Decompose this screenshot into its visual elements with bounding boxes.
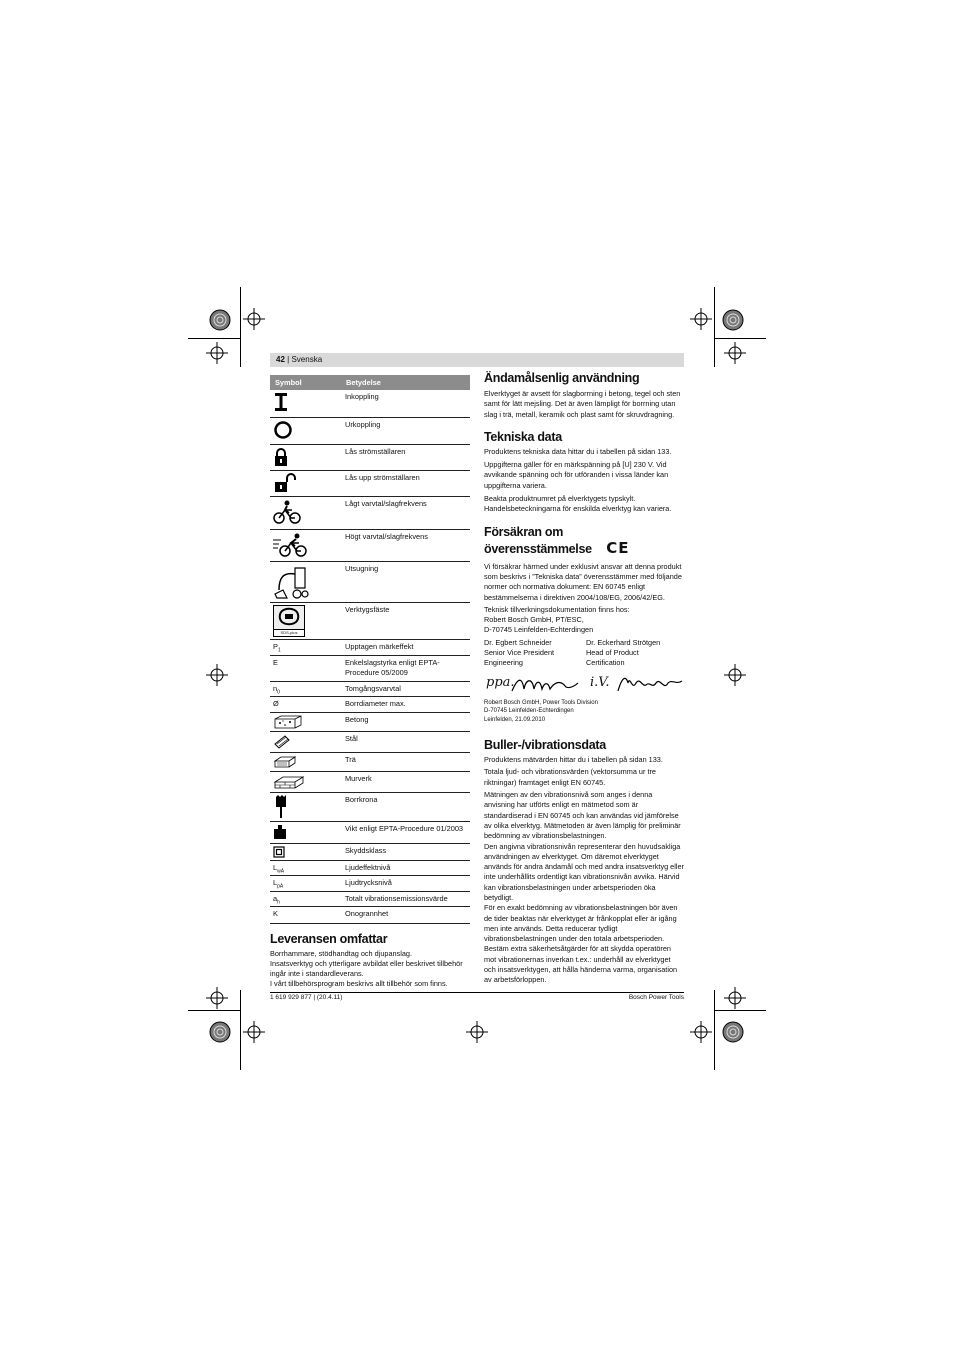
crop-mark bbox=[188, 1010, 240, 1011]
footer-brand: Bosch Power Tools bbox=[628, 994, 684, 1001]
sds-plus-icon bbox=[273, 605, 305, 637]
symbol-meaning: Upptagen märkeffekt bbox=[341, 639, 470, 655]
table-row bbox=[270, 529, 470, 561]
signature-icon bbox=[510, 675, 580, 697]
delivery-heading: Leveransen omfattar bbox=[270, 931, 388, 946]
signature-prefix: ppa. bbox=[486, 674, 515, 690]
symbol-text: Ø bbox=[273, 698, 279, 708]
footer-code: 1 619 929 877 | (20.4.11) bbox=[270, 994, 343, 1001]
symbol-column-header: Symbol bbox=[270, 375, 341, 390]
symbol-meaning: Lås strömställaren bbox=[341, 444, 470, 470]
header-language: Svenska bbox=[291, 355, 323, 364]
signer-department: Certification bbox=[586, 658, 625, 668]
ce-mark: CE bbox=[606, 538, 630, 557]
tech-data-text: Beakta produktnumret på elverktygets typskylt. Handelsbeteckningarna för enskilda elverktyg kan variera. bbox=[484, 494, 672, 514]
crop-mark bbox=[240, 990, 241, 1070]
registration-crosshair-icon bbox=[206, 664, 228, 686]
symbol-meaning: Borrdiameter max. bbox=[341, 696, 470, 712]
table-row bbox=[270, 731, 470, 752]
symbol-meaning: Ljudtrycksnivå bbox=[341, 875, 470, 891]
symbol-subscript: h bbox=[277, 898, 280, 905]
table-row bbox=[270, 906, 470, 923]
intended-use-heading: Ändamålsenlig användning bbox=[484, 371, 640, 385]
signer-name: Dr. Eckerhard Strötgen bbox=[586, 637, 661, 647]
signer-title: Head of Product bbox=[586, 648, 639, 658]
symbol-meaning: Ljudeffektnivå bbox=[341, 860, 470, 875]
noise-text: För en exakt bedömning av vibrationsbelastningen bör även de tider beaktas när elverktyget är frånkopplat eller är igång men inte används. Detta reducerar tydligt vibrationsbelastningen under den totala arbetsperioden. bbox=[484, 903, 678, 944]
noise-text: Den angivna vibrationsnivån representerar den huvudsakliga användningen av elverktyget. Om däremot elverktyget används för andra ändamål och med andra insatsverktyg eller inte underhållits ordentligt kan vibrationsnivån avvika. Härvid kan vibrationsbelastningen under arbetsperioden öka betydligt. bbox=[484, 841, 684, 902]
symbol-text: E bbox=[273, 657, 278, 667]
conformity-text: Robert Bosch GmbH, PT/ESC, bbox=[484, 615, 584, 625]
symbol-table bbox=[270, 375, 470, 924]
table-row bbox=[270, 771, 470, 792]
table-row bbox=[270, 891, 470, 906]
table-row bbox=[270, 860, 470, 875]
registration-crosshair-icon bbox=[724, 342, 746, 364]
table-row bbox=[270, 444, 470, 470]
table-row bbox=[270, 792, 470, 821]
symbol-subscript: wA bbox=[277, 867, 285, 874]
table-row bbox=[270, 681, 470, 696]
symbol-meaning: Tomgångsvarvtal bbox=[341, 681, 470, 696]
protection-class-icon bbox=[273, 846, 285, 858]
on-icon bbox=[273, 392, 289, 412]
wood-icon bbox=[273, 755, 297, 769]
crop-mark bbox=[714, 287, 715, 367]
page-number: 42 bbox=[276, 355, 285, 364]
conformity-heading-line1: Försäkran om bbox=[484, 524, 564, 539]
off-icon bbox=[273, 420, 293, 440]
crop-mark bbox=[714, 1010, 766, 1011]
symbol-subscript: pA bbox=[277, 882, 284, 889]
concrete-icon bbox=[273, 715, 303, 729]
unlock-icon bbox=[273, 473, 297, 493]
conformity-text: Teknisk tillverkningsdokumentation finns hos: bbox=[484, 604, 630, 614]
symbol-meaning: Enkelslagstyrka enligt EPTA-Procedure 05/2009 bbox=[341, 655, 470, 681]
crop-mark bbox=[714, 990, 715, 1070]
table-row bbox=[270, 712, 470, 731]
symbol-meaning: Lås upp strömställaren bbox=[341, 470, 470, 496]
symbol-meaning: Inkoppling bbox=[341, 390, 470, 417]
signer-department: Engineering bbox=[484, 658, 523, 668]
symbol-meaning: Betong bbox=[341, 712, 470, 731]
delivery-text: Borrhammare, stödhandtag och djupanslag. bbox=[270, 948, 412, 958]
noise-text: Totala ljud- och vibrationsvärden (vektorsumma ur tre riktningar) framtaget enligt EN 60745. bbox=[484, 767, 656, 787]
symbol-meaning: Murverk bbox=[341, 771, 470, 792]
signature-prefix: i.V. bbox=[590, 674, 610, 690]
noise-heading: Buller-/vibrationsdata bbox=[484, 738, 606, 753]
delivery-text: Insatsverktyg och ytterligare avbildat eller beskrivet tillbehör ingår inte i standardleverans. bbox=[270, 958, 463, 979]
crop-mark bbox=[188, 338, 240, 339]
symbol-meaning: Trä bbox=[341, 752, 470, 771]
header-separator: | bbox=[287, 355, 290, 364]
intended-use-text: Elverktyget är avsett för slagborrning i betong, tegel och sten samt för lätt mejsling. Det är även lämpligt för borrning utan slag i trä, metall, keramik och plast samt för skruvdragning. bbox=[484, 389, 681, 419]
table-row bbox=[270, 602, 470, 639]
registration-crosshair-icon bbox=[690, 308, 712, 330]
address-line: Robert Bosch GmbH, Power Tools Division bbox=[484, 699, 598, 706]
symbol-text: P bbox=[273, 641, 278, 651]
right-column bbox=[484, 371, 684, 986]
slow-bicycle-icon bbox=[273, 499, 301, 525]
registration-target-icon bbox=[208, 308, 232, 332]
symbol-meaning: Borrkrona bbox=[341, 792, 470, 821]
symbol-text: L bbox=[273, 862, 278, 872]
symbol-text: L bbox=[273, 877, 278, 887]
symbol-meaning: Lågt varvtal/slagfrekvens bbox=[341, 496, 470, 529]
tech-data-heading: Tekniska data bbox=[484, 429, 562, 444]
registration-target-icon bbox=[208, 1020, 232, 1044]
registration-crosshair-icon bbox=[243, 308, 265, 330]
registration-target-icon bbox=[721, 308, 745, 332]
tech-data-text: Uppgifterna gäller för en märkspänning på [U] 230 V. Vid avvikande spänning och för utföranden i vissa länder kan uppgifterna variera. bbox=[484, 460, 669, 490]
noise-text: Mätningen av den vibrationsnivå som anges i denna anvisning har utförts enligt en mätmetod som är standardiserad i EN 60745 och kan användas vid jämförelse av olika elverktyg. Mätmetoden är även lämplig för preliminär bedömning av vibrationsbelastningen. bbox=[484, 790, 681, 841]
table-row bbox=[270, 752, 470, 771]
vacuum-icon bbox=[273, 564, 309, 600]
table-row bbox=[270, 417, 470, 444]
symbol-meaning: Urkoppling bbox=[341, 417, 470, 444]
signer-name: Dr. Egbert Schneider bbox=[484, 637, 552, 647]
signer-title: Senior Vice President bbox=[484, 648, 555, 658]
address-line: Leinfelden, 21.09.2010 bbox=[484, 716, 546, 723]
meaning-column-header: Betydelse bbox=[341, 375, 470, 390]
symbol-meaning: Vikt enligt EPTA-Procedure 01/2003 bbox=[341, 821, 470, 843]
address-line: D-70745 Leinfelden-Echterdingen bbox=[484, 708, 574, 715]
table-row bbox=[270, 390, 470, 417]
signature-icon bbox=[616, 673, 684, 697]
symbol-meaning: Verktygsfäste bbox=[341, 602, 470, 639]
lock-icon bbox=[273, 447, 289, 467]
tech-data-text: Produktens tekniska data hittar du i tabellen på sidan 133. bbox=[484, 446, 672, 456]
crop-mark bbox=[240, 287, 241, 367]
symbol-meaning: Skyddsklass bbox=[341, 843, 470, 860]
symbol-text: K bbox=[273, 908, 278, 918]
conformity-text: Vi försäkrar härmed under exklusivt ansvar att denna produkt som beskrivs i ”Tekniska data” överensstämmer med följande normer och normativa dokument: EN 60745 enligt bestämmelserna i direktiven 2004/108/EG, 2006/42/EG. bbox=[484, 561, 682, 602]
noise-text: Bestäm extra säkerhetsåtgärder för att skydda operatören mot vibrationernas inverkan t.ex.: underhåll av elverktyget och insatsverktygen, att hålla händerna varma, organisation av arbetsförloppen. bbox=[484, 944, 678, 985]
registration-crosshair-icon bbox=[466, 1021, 488, 1043]
symbol-text: n bbox=[273, 683, 278, 693]
table-row bbox=[270, 696, 470, 712]
symbol-meaning: Totalt vibrationsemissionsvärde bbox=[341, 891, 470, 906]
registration-crosshair-icon bbox=[206, 987, 228, 1009]
registration-crosshair-icon bbox=[243, 1021, 265, 1043]
drill-bit-icon bbox=[273, 795, 289, 819]
registration-crosshair-icon bbox=[724, 664, 746, 686]
weight-icon bbox=[273, 824, 287, 840]
sds-plus-icon-label: SDS-plus bbox=[274, 629, 304, 636]
registration-crosshair-icon bbox=[724, 987, 746, 1009]
symbol-meaning: Stål bbox=[341, 731, 470, 752]
delivery-text: I vårt tillbehörsprogram beskrivs allt tillbehör som finns. bbox=[270, 979, 448, 989]
table-row bbox=[270, 843, 470, 860]
steel-icon bbox=[273, 734, 293, 750]
table-row bbox=[270, 561, 470, 602]
signatures bbox=[484, 669, 684, 699]
symbol-subscript: 0 bbox=[277, 688, 280, 695]
registration-crosshair-icon bbox=[206, 342, 228, 364]
symbol-subscript: 1 bbox=[277, 646, 281, 653]
crop-mark bbox=[714, 338, 766, 339]
masonry-icon bbox=[273, 774, 305, 790]
page-header bbox=[270, 353, 684, 367]
signer-table bbox=[484, 638, 660, 669]
registration-target-icon bbox=[721, 1020, 745, 1044]
fast-bicycle-icon bbox=[273, 532, 307, 558]
conformity-text: D-70745 Leinfelden-Echterdingen bbox=[484, 625, 594, 635]
table-row bbox=[270, 470, 470, 496]
symbol-text: a bbox=[273, 893, 278, 903]
left-column bbox=[270, 375, 470, 990]
conformity-heading-line2: överensstämmelse bbox=[484, 541, 592, 556]
symbol-meaning: Onogrannhet bbox=[341, 906, 470, 923]
registration-crosshair-icon bbox=[690, 1021, 712, 1043]
table-row bbox=[270, 875, 470, 891]
table-row bbox=[270, 639, 470, 655]
table-row bbox=[270, 655, 470, 681]
table-row bbox=[270, 496, 470, 529]
symbol-meaning: Utsugning bbox=[341, 561, 470, 602]
table-row bbox=[270, 821, 470, 843]
noise-text: Produktens mätvärden hittar du i tabellen på sidan 133. bbox=[484, 755, 663, 765]
symbol-meaning: Högt varvtal/slagfrekvens bbox=[341, 529, 470, 561]
footer-rule bbox=[270, 992, 684, 993]
